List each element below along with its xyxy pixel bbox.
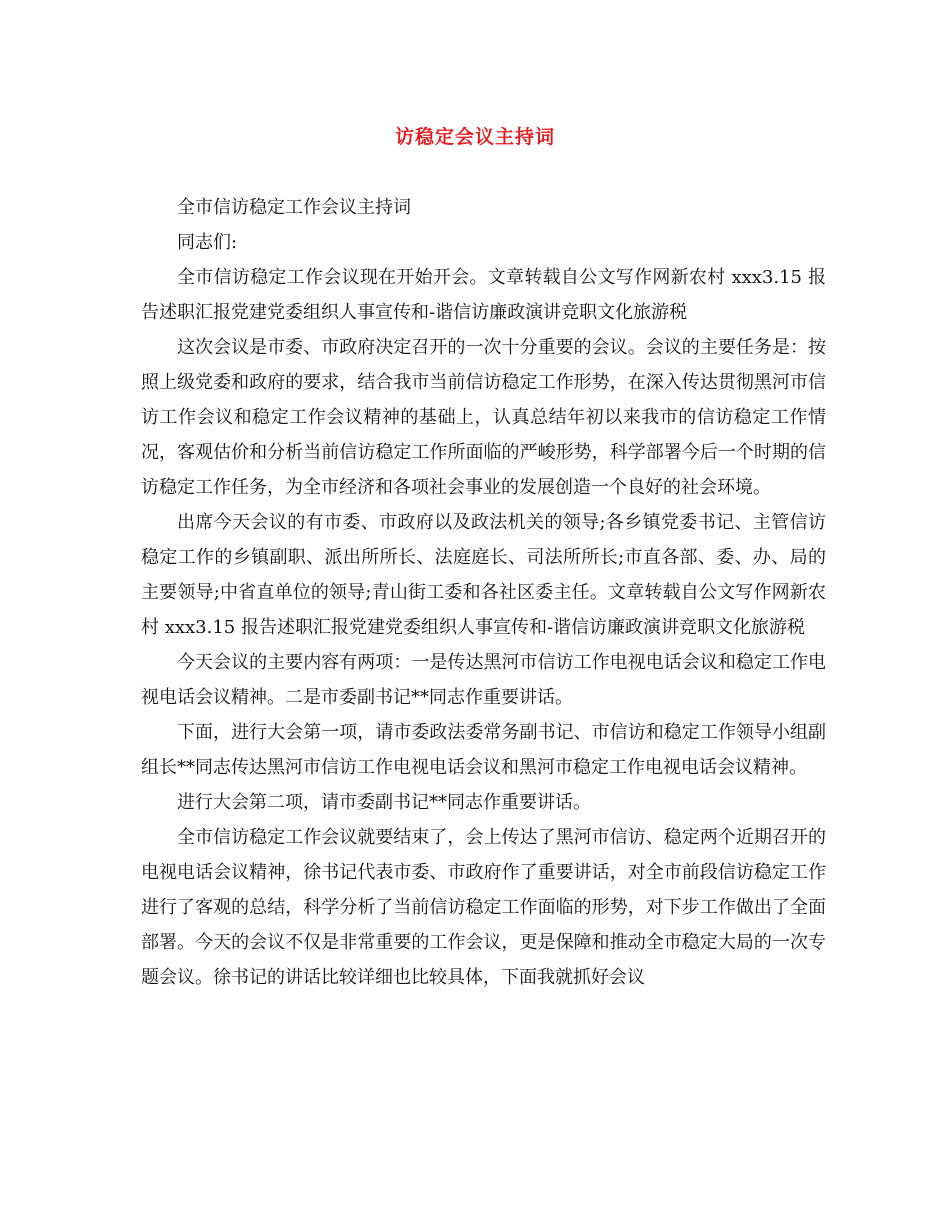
paragraph: 下面，进行大会第一项，请市委政法委常务副书记、市信访和稳定工作领导小组副组长**同志传达黑河市信访工作电视电话会议和黑河市稳定工作电视电话会议精神。 (141, 722, 826, 778)
paragraph: 今天会议的主要内容有两项：一是传达黑河市信访工作电视电话会议和稳定工作电视电话会议精神。二是市委副书记**同志作重要讲话。 (141, 652, 826, 708)
paragraph: 全市信访稳定工作会议现在开始开会。文章转载自公文写作网新农村 xxx3.15 报告述职汇报党建党委组织人事宣传和-谐信访廉政演讲竞职文化旅游税 (141, 267, 826, 323)
paragraph-salutation: 同志们: (177, 232, 238, 253)
paragraph-heading: 全市信访稳定工作会议主持词 (177, 197, 411, 218)
paragraph: 这次会议是市委、市政府决定召开的一次十分重要的会议。会议的主要任务是：按照上级党委和政府的要求，结合我市当前信访稳定工作形势，在深入传达贯彻黑河市信访工作会议和稳定工作会议精神的基础上，认真总结年初以来我市的信访稳定工作情况，客观估价和分析当前信访稳定工作所面临的严峻形势，科学部署今后一个时期的信访稳定工作任务，为全市经济和各项社会事业的发展创造一个良好的社会环境。 (141, 337, 826, 498)
paragraph: 进行大会第二项，请市委副书记**同志作重要讲话。 (177, 792, 591, 813)
paragraph: 出席今天会议的有市委、市政府以及政法机关的领导;各乡镇党委书记、主管信访稳定工作的乡镇副职、派出所所长、法庭庭长、司法所所长;市直各部、委、办、局的主要领导;中省直单位的领导;青山街工委和各社区委主任。文章转载自公文写作网新农村 xxx3.15 报告述职汇报党建党委组织人事宣传和-谐信访廉政演讲竞职文化旅游税 (141, 512, 826, 638)
document-title: 访稳定会议主持词 (394, 126, 555, 148)
document-body (141, 190, 826, 995)
paragraph: 全市信访稳定工作会议就要结束了，会上传达了黑河市信访、稳定两个近期召开的电视电话会议精神，徐书记代表市委、市政府作了重要讲话，对全市前段信访稳定工作进行了客观的总结，科学分析了当前信访稳定工作面临的形势，对下步工作做出了全面部署。今天的会议不仅是非常重要的工作会议，更是保障和推动全市稳定大局的一次专题会议。徐书记的讲话比较详细也比较具体，下面我就抓好会议 (141, 827, 826, 988)
